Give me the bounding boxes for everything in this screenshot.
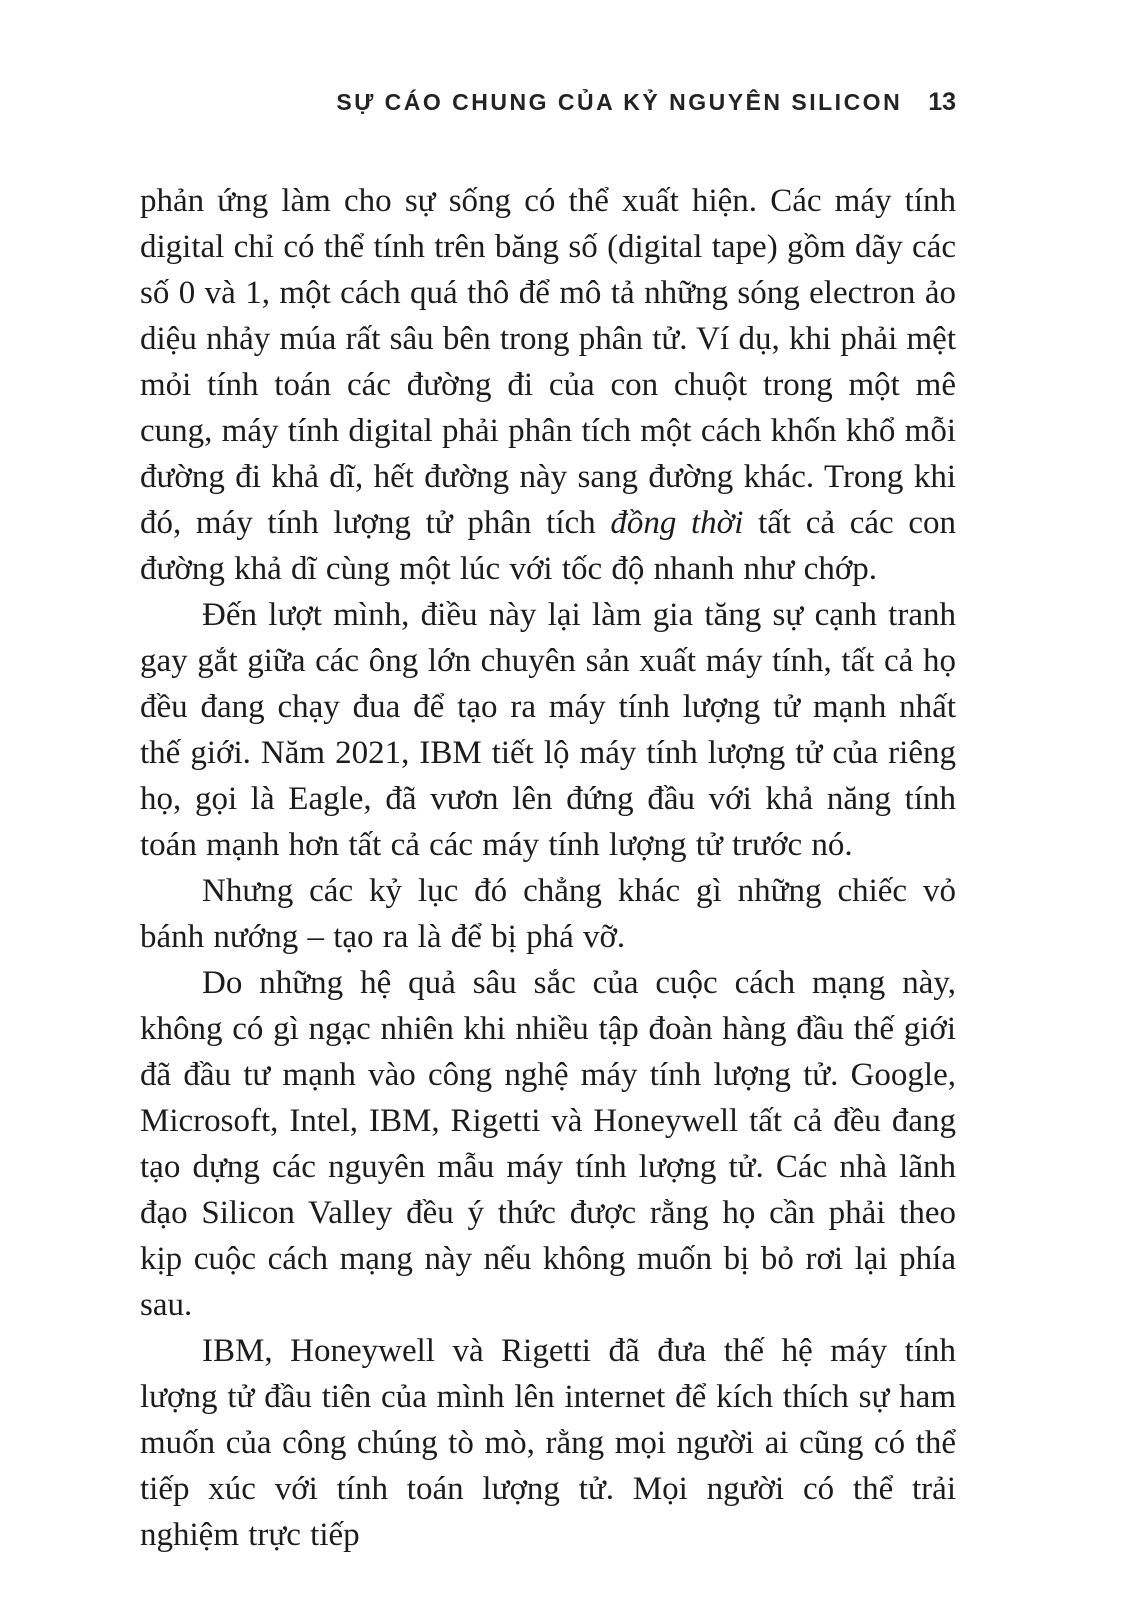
paragraph-5: IBM, Honeywell và Rigetti đã đưa thế hệ máy tính lượng tử đầu tiên của mình lên internet để kích thích sự ham muốn của công chúng tò mò, rằng mọi người ai cũng có thể tiếp xúc với tính toán lượng tử. Mọi người có thể trải nghiệm trực tiếp bbox=[140, 1333, 956, 1553]
paragraph-1-text: phản ứng làm cho sự sống có thể xuất hiện. Các máy tính digital chỉ có thể tính trên băng số (digital tape) gồm dãy các số 0 và 1, một cách quá thô để mô tả những sóng electron ảo diệu nhảy múa rất sâu bên trong phân tử. Ví dụ, khi phải mệt mỏi tính toán các đường đi của con chuột trong một mê cung, máy tính digital phải phân tích một cách khốn khổ mỗi đường đi khả dĩ, hết đường này sang đường khác. Trong khi đó, máy tính lượng tử phân tích bbox=[140, 183, 956, 541]
paragraph-2: Đến lượt mình, điều này lại làm gia tăng sự cạnh tranh gay gắt giữa các ông lớn chuyên sản xuất máy tính, tất cả họ đều đang chạy đua để tạo ra máy tính lượng tử mạnh nhất thế giới. Năm 2021, IBM tiết lộ máy tính lượng tử của riêng họ, gọi là Eagle, đã vươn lên đứng đầu với khả năng tính toán mạnh hơn tất cả các máy tính lượng tử trước nó. bbox=[140, 597, 956, 863]
running-header bbox=[140, 88, 956, 117]
chapter-title: SỰ CÁO CHUNG CỦA KỶ NGUYÊN SILICON bbox=[336, 89, 903, 115]
paragraph-3: Nhưng các kỷ lục đó chẳng khác gì những chiếc vỏ bánh nướng – tạo ra là để bị phá vỡ. bbox=[140, 873, 956, 955]
body-text bbox=[140, 178, 956, 1558]
paragraph-4: Do những hệ quả sâu sắc của cuộc cách mạng này, không có gì ngạc nhiên khi nhiều tập đoàn hàng đầu thế giới đã đầu tư mạnh vào công nghệ máy tính lượng tử. Google, Microsoft, Intel, IBM, Rigetti và Honeywell tất cả đều đang tạo dựng các nguyên mẫu máy tính lượng tử. Các nhà lãnh đạo Silicon Valley đều ý thức được rằng họ cần phải theo kịp cuộc cách mạng này nếu không muốn bị bỏ rơi lại phía sau. bbox=[140, 965, 956, 1323]
paragraph-1-italic-phrase: đồng thời bbox=[610, 505, 744, 541]
page-number: 13 bbox=[928, 88, 956, 116]
paragraph-1 bbox=[140, 178, 956, 592]
paragraph-1-text-end: tất cả các con đường khả dĩ cùng một lúc với tốc độ nhanh như chớp. bbox=[140, 505, 956, 587]
